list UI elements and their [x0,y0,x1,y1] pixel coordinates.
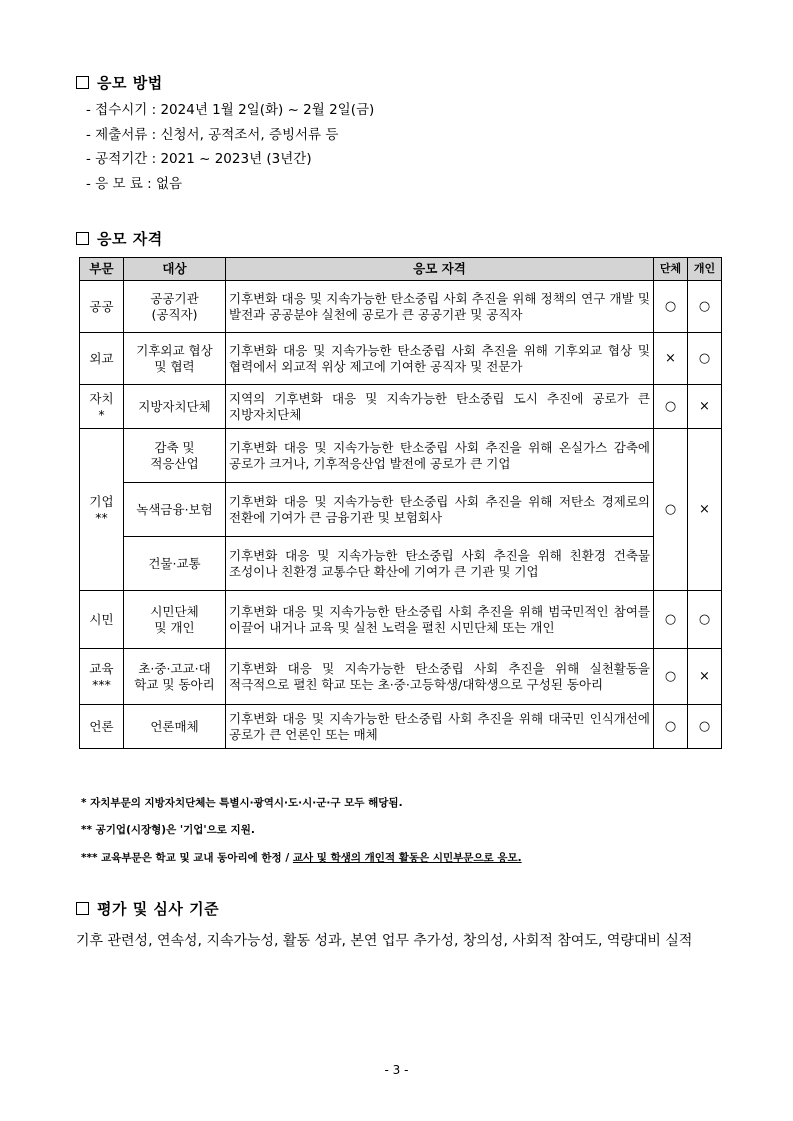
cell-group: ○ [654,429,688,591]
checkbox-square-icon [76,76,89,89]
cell-target: 지방자치단체 [124,385,226,429]
cell-desc: 기후변화 대응 및 지속가능한 탄소중립 사회 추진을 위해 정책의 연구 개발 및 발전과 공공분야 실천에 공로가 큰 공공기관 및 공직자 [226,281,654,333]
cell-desc: 기후변화 대응 및 지속가능한 탄소중립 사회 추진을 위해 실천활동을 적극적으로 펼친 학교 또는 초·중·고등학생/대학생으로 구성된 동아리 [226,649,654,705]
table-row [80,483,722,537]
table-row [80,649,722,705]
cell-target: 시민단체 및 개인 [124,591,226,649]
list-item: - 응 모 료 : 없음 [86,175,183,192]
table-row [80,385,722,429]
cell-target: 녹색금융·보험 [124,483,226,537]
table-row [80,333,722,385]
cell-target: 감축 및 적응산업 [124,429,226,483]
header-individual: 개인 [688,258,722,281]
cell-target: 건물·교통 [124,537,226,591]
section-title-criteria: 평가 및 심사 기준 [76,898,219,919]
list-item: - 접수시기 : 2024년 1월 2일(화) ~ 2월 2일(금) [86,102,375,118]
list-item: - 제출서류 : 신청서, 공적조서, 증빙서류 등 [86,126,339,143]
cell-section: 자치 * [80,385,124,429]
table-row [80,537,722,591]
section-title-apply-method: 응모 방법 [76,72,163,93]
cell-target: 언론매체 [124,705,226,749]
cell-section: 공공 [80,281,124,333]
header-section: 부문 [80,258,124,281]
cell-individual: ○ [688,333,722,385]
cell-individual: × [688,385,722,429]
page-number: - 3 - [384,1063,409,1077]
cell-desc: 기후변화 대응 및 지속가능한 탄소중립 사회 추진을 위해 온실가스 감축에 공로가 크거나, 기후적응산업 발전에 공로가 큰 기업 [226,429,654,483]
table-row [80,429,722,483]
footnote-3 [81,850,522,865]
cell-group: ○ [654,705,688,749]
footnote-3-text: *** 교육부문은 학교 및 교내 동아리에 한정 / [81,852,293,864]
qualification-table [79,257,722,749]
section-title-qualification: 응모 자격 [76,228,163,249]
cell-target: 공공기관 (공직자) [124,281,226,333]
cell-individual: ○ [688,281,722,333]
table-row [80,281,722,333]
criteria-text: 기후 관련성, 연속성, 지속가능성, 활동 성과, 본연 업무 추가성, 창의성, 사회적 참여도, 역량대비 실적 [76,933,693,949]
cell-desc: 기후변화 대응 및 지속가능한 탄소중립 사회 추진을 위해 대국민 인식개선에 공로가 큰 언론인 또는 매체 [226,705,654,749]
cell-individual: × [688,429,722,591]
apply-method-list [86,98,374,196]
list-item: - 공적기간 : 2021 ~ 2023년 (3년간) [86,151,312,167]
cell-section: 언론 [80,705,124,749]
cell-group: ○ [654,649,688,705]
footnote-1: * 자치부문의 지방자치단체는 특별시·광역시·도·시·군·구 모두 해당됨. [81,797,403,809]
cell-section: 기업 ** [80,429,124,591]
cell-target: 기후외교 협상 및 협력 [124,333,226,385]
cell-group: ○ [654,385,688,429]
cell-individual: × [688,649,722,705]
cell-group: × [654,333,688,385]
header-qualification: 응모 자격 [226,258,654,281]
cell-individual: ○ [688,591,722,649]
cell-desc: 기후변화 대응 및 지속가능한 탄소중립 사회 추진을 위해 친환경 건축물 조성이나 친환경 교통수단 확산에 기여가 큰 기관 및 기업 [226,537,654,591]
checkbox-square-icon [76,902,89,915]
cell-individual: ○ [688,705,722,749]
cell-desc: 기후변화 대응 및 지속가능한 탄소중립 사회 추진을 위해 범국민적인 참여를 이끌어 내거나 교육 및 실천 노력을 펼친 시민단체 또는 개인 [226,591,654,649]
cell-section: 교육 *** [80,649,124,705]
cell-desc: 기후변화 대응 및 지속가능한 탄소중립 사회 추진을 위해 저탄소 경제로의 전환에 기여가 큰 금융기관 및 보험회사 [226,483,654,537]
cell-target: 초·중·고교·대 학교 및 동아리 [124,649,226,705]
table-row [80,591,722,649]
footnote-3-underlined: 교사 및 학생의 개인적 활동은 시민부문으로 응모. [292,852,522,864]
cell-desc: 기후변화 대응 및 지속가능한 탄소중립 사회 추진을 위해 기후외교 협상 및 협력에서 외교적 위상 제고에 기여한 공직자 및 전문가 [226,333,654,385]
footnote-2: ** 공기업(시장형)은 '기업'으로 지원. [81,824,255,836]
cell-section: 시민 [80,591,124,649]
table-header-row [80,258,722,281]
cell-section: 외교 [80,333,124,385]
header-target: 대상 [124,258,226,281]
cell-desc: 지역의 기후변화 대응 및 지속가능한 탄소중립 도시 추진에 공로가 큰 지방자치단체 [226,385,654,429]
table-row [80,705,722,749]
header-group: 단체 [654,258,688,281]
checkbox-square-icon [76,232,89,245]
cell-group: ○ [654,281,688,333]
cell-group: ○ [654,591,688,649]
